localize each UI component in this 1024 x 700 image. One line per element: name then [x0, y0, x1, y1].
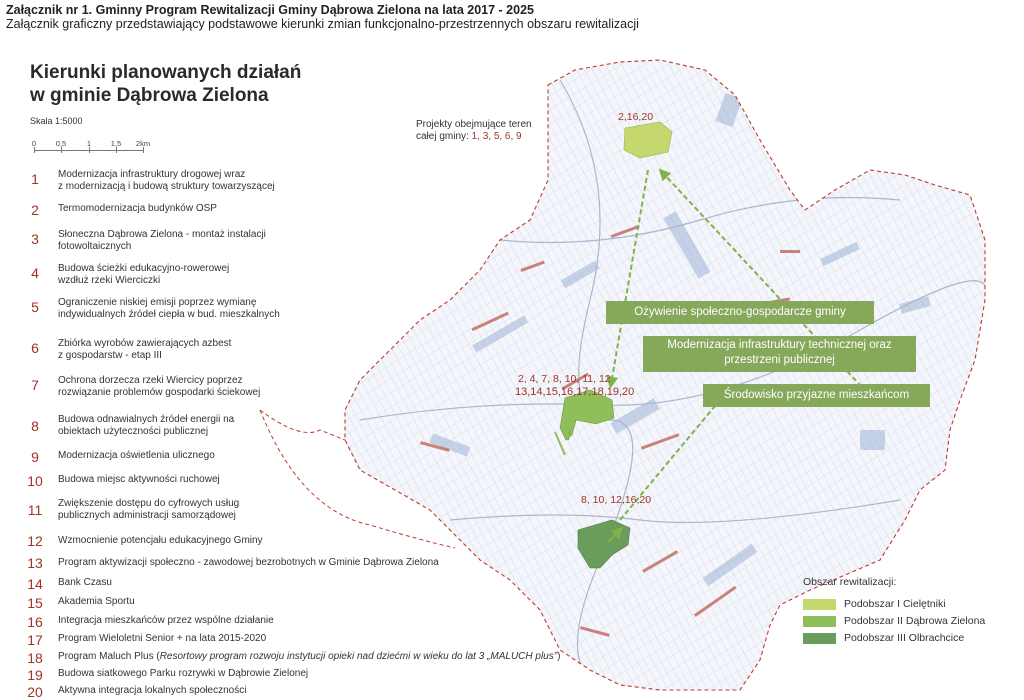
revitalization-legend-title: Obszar rewitalizacji: [803, 576, 897, 588]
direction-box-environment: Środowisko przyjazne mieszkańcom [703, 384, 930, 407]
scale-tick-2: 1 [86, 139, 92, 148]
revitalization-legend-item: Podobszar II Dąbrowa Zielona [803, 615, 985, 627]
legend-swatch [803, 599, 836, 610]
projects-whole-gmina: Projekty obejmujące teren całej gminy: 1, 3, 5, 6, 9 [416, 119, 532, 142]
map-title-line2: w gminie Dąbrowa Zielona [30, 85, 269, 106]
document-header-title: Załącznik nr 1. Gminny Program Rewitalizacji Gminy Dąbrowa Zielona na lata 2017 - 2025 [6, 3, 534, 17]
revitalization-legend-item: Podobszar I Cielętniki [803, 598, 946, 610]
map-title-line1: Kierunki planowanych działań [30, 62, 302, 83]
scale-bar [30, 139, 150, 159]
area-label-dabrowa-bottom: 13,14,15,16,17,18,19,20 [515, 386, 635, 398]
direction-box-infrastructure: Modernizacja infrastruktury technicznej oraz przestrzeni publicznej [643, 336, 916, 372]
scale-tick-1: 0,5 [55, 139, 67, 148]
scale-tick-4: 2km [135, 139, 151, 148]
map-title [30, 61, 301, 107]
area-label-olbrachcice: 8, 10, 12,16,20 [581, 494, 652, 506]
scale-tick-0: 0 [31, 139, 37, 148]
area-cieletniki [624, 122, 672, 158]
legend-swatch [803, 633, 836, 644]
legend-swatch [803, 616, 836, 627]
scale-label: Skala 1:5000 [30, 116, 83, 126]
scale-tick-3: 1,5 [110, 139, 122, 148]
area-label-dabrowa-top: 2, 4, 7, 8, 10, 11, 12 [518, 373, 611, 385]
area-label-cieletniki: 2,16,20 [618, 111, 654, 123]
document-header-subtitle: Załącznik graficzny przedstawiający podstawowe kierunki zmian funkcjonalno-przestrzennych obszaru rewitalizacji [6, 17, 639, 31]
direction-box-socio-economic: Ożywienie społeczno-gospodarcze gminy [606, 301, 874, 324]
revitalization-legend-item: Podobszar III Olbrachcice [803, 632, 964, 644]
